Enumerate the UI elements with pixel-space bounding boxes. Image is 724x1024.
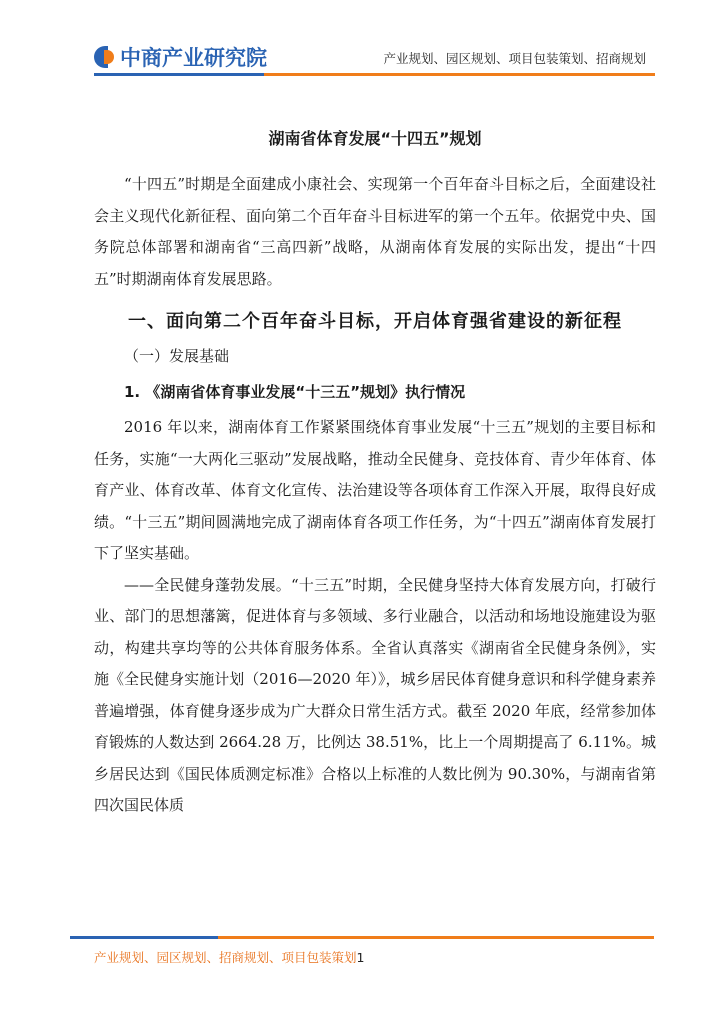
document-body — [94, 118, 656, 822]
page-header — [0, 0, 724, 80]
header-tagline: 产业规划、园区规划、项目包装策划、招商规划 — [383, 51, 646, 66]
item-heading: 1. 《湖南省体育事业发展“十三五”规划》执行情况 — [124, 382, 466, 401]
header-divider-blue — [94, 73, 264, 76]
logo-text: 中商产业研究院 — [120, 46, 267, 70]
intro-paragraph: “十四五”时期是全面建成小康社会、实现第一个百年奋斗目标之后，全面建设社会主义现代化新征程、面向第二个百年奋斗目标进军的第一个五年。依据党中央、国务院总体部署和湖南省“三高四新”战略，从湖南体育发展的实际出发，提出“十四五”时期湖南体育发展思路。 — [94, 175, 656, 288]
footer-divider-blue — [70, 936, 218, 939]
body-paragraph: 2016 年以来，湖南体育工作紧紧围绕体育事业发展“十三五”规划的主要目标和任务，实施“一大两化三驱动”发展战略，推动全民健身、竞技体育、青少年体育、体育产业、体育改革、体育文化宣传、法治建设等各项体育工作深入开展，取得良好成绩。“十三五”期间圆满地完成了湖南体育各项工作任务，为“十四五”湖南体育发展打下了坚实基础。 — [94, 418, 656, 562]
subsection-heading: （一）发展基础 — [124, 347, 230, 365]
section-heading: 一、面向第二个百年奋斗目标，开启体育强省建设的新征程 — [128, 311, 622, 332]
page-number: 1 — [356, 950, 365, 965]
document-title: 湖南省体育发展“十四五”规划 — [268, 129, 482, 148]
company-logo — [94, 42, 267, 72]
footer-divider-orange — [218, 936, 654, 939]
footer-tagline: 产业规划、园区规划、招商规划、项目包装策划 — [94, 950, 357, 965]
body-paragraph: ——全民健身蓬勃发展。“十三五”时期，全民健身坚持大体育发展方向，打破行业、部门的思想藩篱，促进体育与多领域、多行业融合，以活动和场地设施建设为驱动，构建共享均等的公共体育服务体系。全省认真落实《湖南省全民健身条例》，实施《全民健身实施计划（2016—2020 年）》，城乡居民体育健身意识和科学健身素养普遍增强，体育健身逐步成为广大群众日常生活方式。截至 2020 年底，经常参加体育锻炼的人数达到 2664.28 万，比例达 38.51%，比上一个周期提高了 6.11%。城乡居民达到《国民体质测定标准》合格以上标准的人数比例为 90.30%，与湖南省第四次国民体质 — [94, 575, 656, 814]
header-divider-orange — [264, 73, 655, 76]
logo-mark-icon — [94, 46, 116, 68]
page-footer — [94, 948, 364, 966]
